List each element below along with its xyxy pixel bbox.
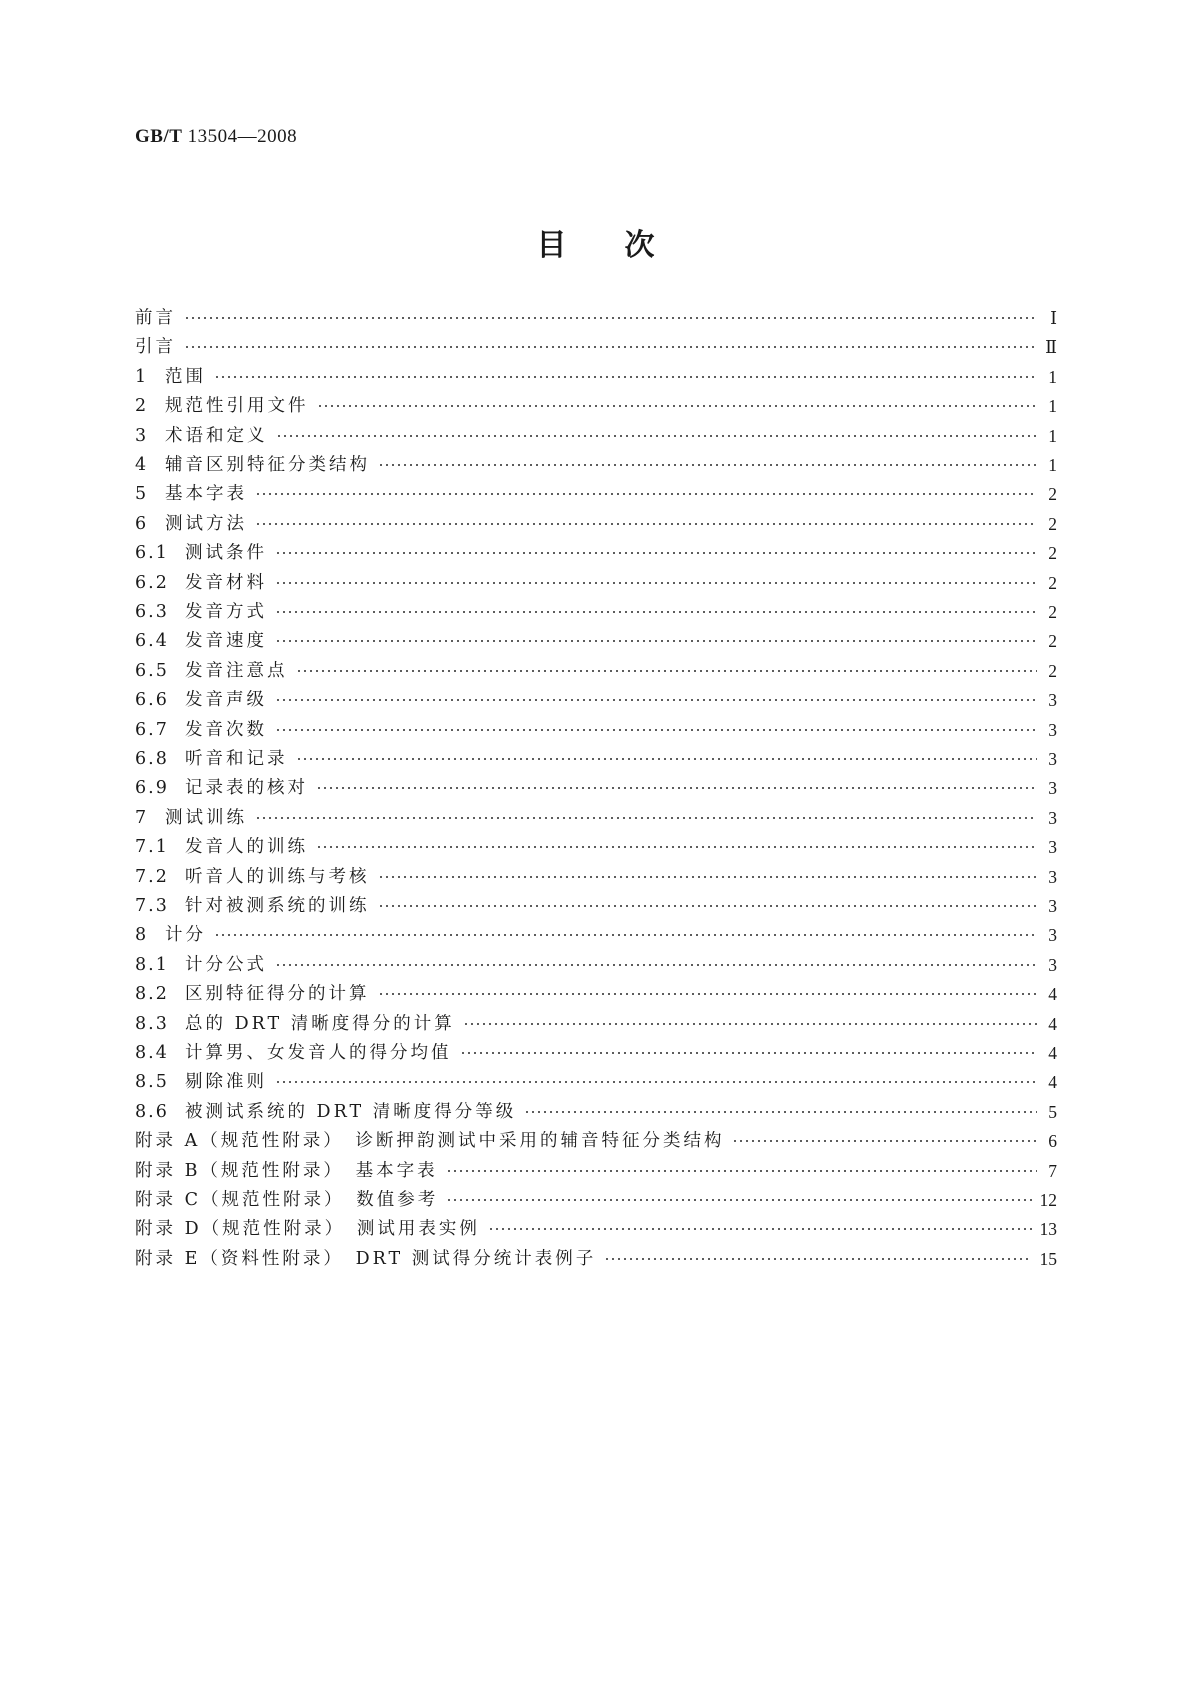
toc-entry-page: 1 [1048, 455, 1057, 475]
toc-dot-leader [524, 1111, 1037, 1113]
toc-entry-number: 8.4 [135, 1043, 169, 1063]
toc-entry-label: 计算男、女发音人的得分均值 [185, 1043, 452, 1063]
toc-entry-label: 术语和定义 [165, 425, 268, 446]
toc-heading-char-1: 目 [536, 228, 567, 263]
toc-entry[interactable] [135, 423, 1057, 449]
toc-entry-label: 计分 [165, 925, 206, 946]
toc-entry[interactable] [135, 687, 1057, 713]
toc-dot-leader [184, 317, 1037, 319]
toc-entry-label: 测试训练 [165, 807, 247, 828]
toc-entry-label: 发音声级 [185, 690, 267, 711]
toc-entry-label: 区别特征得分的计算 [185, 984, 370, 1005]
toc-entry[interactable] [135, 393, 1057, 419]
toc-entry-page: 3 [1048, 925, 1057, 946]
toc-entry-page: 4 [1048, 984, 1057, 1005]
toc-entry-label: 发音材料 [185, 572, 267, 593]
toc-entry-page: 2 [1048, 572, 1057, 593]
toc-entry-label: 基本字表 [165, 484, 247, 505]
toc-entry-label: 发音次数 [185, 719, 267, 740]
toc-entry[interactable] [135, 805, 1057, 831]
toc-entry-label: 发音速度 [185, 631, 267, 652]
toc-entry-page: 1 [1048, 366, 1057, 387]
toc-entry-label: 规范性引用文件 [165, 396, 309, 417]
toc-entry-label: 引言 [135, 337, 176, 358]
toc-entry-page: Ⅱ [1045, 337, 1057, 358]
toc-dot-leader [460, 1052, 1038, 1054]
toc-dot-leader [275, 552, 1037, 554]
toc-entry[interactable] [135, 864, 1057, 890]
toc-entry-label: 附录 C（规范性附录） 数值参考 [135, 1190, 439, 1210]
toc-dot-leader [378, 905, 1038, 907]
toc-dot-leader [446, 1170, 1037, 1172]
document-code [135, 126, 297, 148]
toc-entry[interactable] [135, 1246, 1057, 1272]
toc-entry-page: 1 [1048, 396, 1057, 417]
toc-entry[interactable] [135, 1216, 1057, 1242]
toc-entry-label: 测试方法 [165, 513, 247, 534]
toc-dot-leader [275, 1081, 1037, 1083]
document-code-prefix: GB/T [135, 126, 183, 147]
toc-entry-label: 范围 [165, 366, 206, 387]
toc-entry[interactable] [135, 599, 1057, 625]
toc-entry-page: 3 [1048, 749, 1057, 769]
toc-entry-page: 3 [1048, 807, 1057, 828]
toc-entry-label: 发音人的训练 [185, 837, 308, 858]
toc-entry[interactable] [135, 511, 1057, 537]
toc-entry-page: 2 [1048, 484, 1057, 505]
toc-entry-label: 附录 A（规范性附录） 诊断押韵测试中采用的辅音特征分类结构 [135, 1131, 725, 1152]
toc-dot-leader [214, 376, 1037, 378]
toc-dot-leader [446, 1199, 1031, 1201]
toc-entry-page: 15 [1039, 1248, 1057, 1269]
toc-entry-number: 7 [135, 807, 149, 828]
toc-entry-page: 2 [1048, 631, 1057, 652]
toc-entry-page: 3 [1048, 778, 1057, 799]
toc-entry-page: 3 [1048, 954, 1057, 975]
toc-entry[interactable] [135, 481, 1057, 507]
toc-entry[interactable] [135, 334, 1057, 360]
toc-entry[interactable] [135, 628, 1057, 654]
toc-entry-number: 8.5 [135, 1072, 169, 1093]
toc-dot-leader [275, 611, 1037, 613]
toc-entry-label: 附录 B（规范性附录） 基本字表 [135, 1160, 438, 1181]
toc-dot-leader [255, 523, 1037, 525]
toc-entry-page: 3 [1048, 690, 1057, 711]
toc-dot-leader [275, 964, 1037, 966]
toc-dot-leader [255, 493, 1037, 495]
toc-entry-label: 被测试系统的 DRT 清晰度得分等级 [185, 1101, 517, 1122]
toc-entry-number: 6.4 [135, 631, 169, 652]
toc-entry[interactable] [135, 717, 1057, 743]
toc-entry-label: 总的 DRT 清晰度得分的计算 [185, 1013, 455, 1034]
document-code-number: 13504—2008 [187, 126, 298, 147]
toc-entry-label: 辅音区别特征分类结构 [165, 455, 370, 475]
toc-dot-leader [275, 699, 1037, 701]
toc-heading [0, 228, 1191, 264]
toc-dot-leader [296, 670, 1038, 672]
toc-heading-char-2: 次 [624, 228, 655, 263]
toc-entry-page: 5 [1048, 1101, 1057, 1122]
toc-dot-leader [378, 464, 1037, 466]
toc-entry-number: 8 [135, 925, 149, 946]
toc-entry-page: 7 [1048, 1160, 1057, 1181]
toc-dot-leader [316, 846, 1037, 848]
toc-entry-number: 7.3 [135, 896, 169, 916]
toc-dot-leader [276, 435, 1038, 437]
toc-entry[interactable] [135, 570, 1057, 596]
toc-dot-leader [317, 405, 1038, 407]
toc-entry-page: 2 [1048, 513, 1057, 534]
toc-entry[interactable] [135, 364, 1057, 390]
toc-entry-number: 7.2 [135, 866, 169, 887]
toc-entry-page: 3 [1048, 896, 1057, 916]
toc-entry-page: 4 [1048, 1072, 1057, 1093]
toc-dot-leader [316, 787, 1037, 789]
toc-entry[interactable] [135, 1128, 1057, 1154]
toc-entry-number: 6.8 [135, 749, 169, 769]
toc-entry[interactable] [135, 1099, 1057, 1125]
toc-entry-page: 3 [1048, 837, 1057, 858]
toc-entry-number: 8.6 [135, 1101, 169, 1122]
toc-entry-number: 6.9 [135, 778, 169, 799]
toc-dot-leader [275, 640, 1037, 642]
toc-entry-number: 8.2 [135, 984, 169, 1005]
toc-entry-page: Ⅰ [1050, 308, 1057, 328]
toc-entry-label: 针对被测系统的训练 [185, 896, 370, 916]
toc-entry[interactable] [135, 746, 1057, 772]
toc-entry-page: 12 [1039, 1190, 1057, 1210]
toc-entry-page: 2 [1048, 660, 1057, 681]
toc-entry[interactable] [135, 1040, 1057, 1066]
toc-entry-label: 听音人的训练与考核 [185, 866, 370, 887]
toc-entry-page: 6 [1048, 1131, 1057, 1152]
toc-dot-leader [732, 1140, 1037, 1142]
toc-entry-label: 发音方式 [185, 602, 267, 622]
toc-entry[interactable] [135, 305, 1057, 331]
toc-entry[interactable] [135, 775, 1057, 801]
toc-entry[interactable] [135, 952, 1057, 978]
toc-entry-number: 6.1 [135, 543, 169, 564]
toc-entry-number: 6.2 [135, 572, 169, 593]
toc-entry[interactable] [135, 452, 1057, 478]
toc-entry[interactable] [135, 540, 1057, 566]
toc-entry[interactable] [135, 1011, 1057, 1037]
toc-entry[interactable] [135, 1069, 1057, 1095]
toc-entry-page: 13 [1039, 1219, 1057, 1240]
toc-entry-label: 附录 E（资料性附录） DRT 测试得分统计表例子 [135, 1248, 597, 1269]
toc-entry[interactable] [135, 834, 1057, 860]
toc-dot-leader [604, 1258, 1031, 1260]
toc-dot-leader [296, 758, 1038, 760]
toc-entry-number: 6.5 [135, 660, 169, 681]
toc-entry-page: 2 [1048, 602, 1057, 622]
toc-entry-label: 测试条件 [185, 543, 267, 564]
toc-entry[interactable] [135, 981, 1057, 1007]
toc-entry-page: 2 [1048, 543, 1057, 564]
toc-entry-number: 1 [135, 366, 149, 387]
toc-entry-number: 8.3 [135, 1013, 169, 1034]
toc-entry-label: 前言 [135, 308, 176, 328]
toc-entry-page: 4 [1048, 1013, 1057, 1034]
toc-dot-leader [255, 817, 1037, 819]
toc-dot-leader [184, 346, 1037, 348]
toc-entry-number: 2 [135, 396, 149, 417]
toc-entry-number: 5 [135, 484, 149, 505]
toc-entry-page: 4 [1048, 1043, 1057, 1063]
toc-entry-label: 附录 D（规范性附录） 测试用表实例 [135, 1219, 480, 1240]
toc-entry-label: 计分公式 [185, 954, 267, 975]
toc-dot-leader [463, 1023, 1037, 1025]
toc-entry-label: 发音注意点 [185, 660, 288, 681]
toc-entry-number: 6.3 [135, 602, 169, 622]
toc-entry-page: 3 [1048, 866, 1057, 887]
toc-dot-leader [275, 729, 1037, 731]
toc-dot-leader [214, 934, 1037, 936]
toc-entry-number: 8.1 [135, 954, 169, 975]
toc-entry-label: 记录表的核对 [185, 778, 308, 799]
toc-entry[interactable] [135, 658, 1057, 684]
toc-entry-label: 听音和记录 [185, 749, 288, 769]
toc-entry-number: 4 [135, 455, 149, 475]
toc-dot-leader [488, 1228, 1032, 1230]
toc-entry-number: 6 [135, 513, 149, 534]
toc-dot-leader [275, 582, 1037, 584]
toc-entry[interactable] [135, 1187, 1057, 1213]
toc-dot-leader [378, 876, 1038, 878]
toc-entry-number: 6.7 [135, 719, 169, 740]
toc-entry-label: 剔除准则 [185, 1072, 267, 1093]
toc-entry-number: 3 [135, 425, 149, 446]
toc-entry[interactable] [135, 1158, 1057, 1184]
toc-entry[interactable] [135, 893, 1057, 919]
toc-entry[interactable] [135, 922, 1057, 948]
toc-entry-page: 3 [1048, 719, 1057, 740]
toc-entry-number: 7.1 [135, 837, 169, 858]
toc-dot-leader [378, 993, 1038, 995]
toc-entry-page: 1 [1048, 425, 1057, 446]
toc-entry-number: 6.6 [135, 690, 169, 711]
